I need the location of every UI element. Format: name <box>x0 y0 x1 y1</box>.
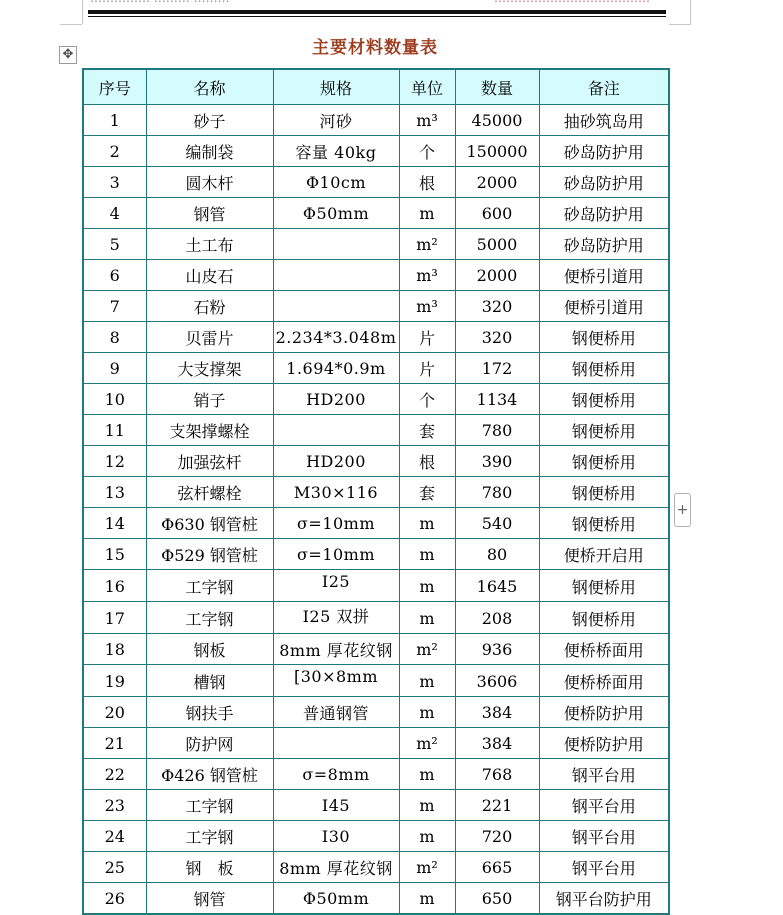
cell-note[interactable]: 便桥引道用 <box>539 260 669 291</box>
table-row[interactable] <box>83 539 669 570</box>
cell-spec[interactable]: M30×116 <box>273 477 399 508</box>
cell-note[interactable]: 便桥桥面用 <box>539 665 669 697</box>
cell-name[interactable]: 石粉 <box>146 291 273 322</box>
cell-spec[interactable]: HD200 <box>273 384 399 415</box>
col-header-name: 名称 <box>146 69 273 105</box>
cell-name[interactable]: 工字钢 <box>146 570 273 602</box>
cell-name[interactable]: 槽钢 <box>146 665 273 697</box>
table-row[interactable] <box>83 415 669 446</box>
table-row[interactable] <box>83 508 669 539</box>
cell-spec[interactable]: 8mm 厚花纹钢 <box>273 852 399 883</box>
cell-spec[interactable]: 容量 40kg <box>273 136 399 167</box>
cell-name[interactable]: 圆木杆 <box>146 167 273 198</box>
cell-qty[interactable]: 780 <box>455 477 539 508</box>
cell-unit[interactable]: 根 <box>399 167 455 198</box>
cell-name[interactable]: 工字钢 <box>146 602 273 634</box>
cell-spec[interactable] <box>273 291 399 322</box>
cell-no[interactable]: 24 <box>83 821 146 852</box>
cell-qty[interactable]: 540 <box>455 508 539 539</box>
cell-name[interactable]: 支架撑螺栓 <box>146 415 273 446</box>
cell-name[interactable]: 钢管 <box>146 883 273 915</box>
cell-spec[interactable]: σ=10mm <box>273 539 399 570</box>
cell-qty[interactable]: 390 <box>455 446 539 477</box>
cell-qty[interactable]: 720 <box>455 821 539 852</box>
cell-name[interactable]: 大支撑架 <box>146 353 273 384</box>
cell-no[interactable]: 4 <box>83 198 146 229</box>
table-row[interactable] <box>83 790 669 821</box>
table-row[interactable] <box>83 634 669 665</box>
cell-spec[interactable]: Φ50mm <box>273 198 399 229</box>
cell-note[interactable]: 砂岛防护用 <box>539 198 669 229</box>
cell-note[interactable]: 钢便桥用 <box>539 508 669 539</box>
table-row[interactable] <box>83 322 669 353</box>
cell-note[interactable]: 抽砂筑岛用 <box>539 105 669 136</box>
header-rule-thin <box>88 16 666 17</box>
col-header-note: 备注 <box>539 69 669 105</box>
cell-no[interactable]: 26 <box>83 883 146 915</box>
cell-unit[interactable]: m <box>399 665 455 697</box>
cell-note[interactable]: 钢便桥用 <box>539 446 669 477</box>
cell-name[interactable]: 编制袋 <box>146 136 273 167</box>
table-row[interactable] <box>83 821 669 852</box>
cell-name[interactable]: 贝雷片 <box>146 322 273 353</box>
table-row[interactable] <box>83 353 669 384</box>
cell-name[interactable]: 工字钢 <box>146 790 273 821</box>
cell-name[interactable]: Φ426 钢管桩 <box>146 759 273 790</box>
cell-name[interactable]: Φ630 钢管桩 <box>146 508 273 539</box>
cell-qty[interactable]: 384 <box>455 728 539 759</box>
cell-unit[interactable]: m <box>399 508 455 539</box>
cell-note[interactable]: 砂岛防护用 <box>539 167 669 198</box>
cell-note[interactable]: 钢便桥用 <box>539 602 669 634</box>
cell-unit[interactable]: m <box>399 790 455 821</box>
cell-qty[interactable]: 320 <box>455 322 539 353</box>
cell-note[interactable]: 便桥桥面用 <box>539 634 669 665</box>
cell-qty[interactable]: 208 <box>455 602 539 634</box>
running-header <box>90 0 650 3</box>
cell-qty[interactable]: 665 <box>455 852 539 883</box>
cell-qty[interactable]: 780 <box>455 415 539 446</box>
table-row[interactable] <box>83 697 669 728</box>
cell-note[interactable]: 钢平台用 <box>539 759 669 790</box>
cell-no[interactable]: 14 <box>83 508 146 539</box>
cell-unit[interactable]: m³ <box>399 105 455 136</box>
cell-note[interactable]: 便桥防护用 <box>539 728 669 759</box>
cell-spec[interactable]: [30×8mm <box>273 665 399 697</box>
cell-no[interactable]: 18 <box>83 634 146 665</box>
cell-unit[interactable]: m <box>399 602 455 634</box>
cell-note[interactable]: 便桥开启用 <box>539 539 669 570</box>
cell-unit[interactable]: m <box>399 821 455 852</box>
cell-no[interactable]: 19 <box>83 665 146 697</box>
cell-unit[interactable]: m <box>399 697 455 728</box>
cell-name[interactable]: 砂子 <box>146 105 273 136</box>
cell-qty[interactable]: 600 <box>455 198 539 229</box>
cell-no[interactable]: 20 <box>83 697 146 728</box>
cell-unit[interactable]: 套 <box>399 415 455 446</box>
cell-no[interactable]: 17 <box>83 602 146 634</box>
cell-qty[interactable]: 172 <box>455 353 539 384</box>
cell-qty[interactable]: 768 <box>455 759 539 790</box>
cell-spec[interactable] <box>273 415 399 446</box>
cell-no[interactable]: 5 <box>83 229 146 260</box>
table-row[interactable] <box>83 446 669 477</box>
cell-note[interactable]: 钢平台防护用 <box>539 883 669 915</box>
page-corner-line-right <box>669 24 691 25</box>
cell-unit[interactable]: 片 <box>399 322 455 353</box>
cell-spec[interactable]: I30 <box>273 821 399 852</box>
cell-unit[interactable]: m² <box>399 852 455 883</box>
cell-unit[interactable]: 个 <box>399 384 455 415</box>
page-corner-line-left <box>60 24 82 25</box>
cell-no[interactable]: 2 <box>83 136 146 167</box>
page-corner-mark-right <box>690 0 691 24</box>
cell-qty[interactable]: 150000 <box>455 136 539 167</box>
cell-note[interactable]: 便桥引道用 <box>539 291 669 322</box>
cell-note[interactable]: 钢便桥用 <box>539 353 669 384</box>
cell-unit[interactable]: m <box>399 539 455 570</box>
cell-name[interactable]: 弦杆螺栓 <box>146 477 273 508</box>
cell-spec[interactable]: I45 <box>273 790 399 821</box>
cell-spec[interactable]: 1.694*0.9m <box>273 353 399 384</box>
table-row[interactable] <box>83 105 669 136</box>
cell-name[interactable]: 加强弦杆 <box>146 446 273 477</box>
cell-qty[interactable]: 1134 <box>455 384 539 415</box>
cell-note[interactable]: 钢平台用 <box>539 790 669 821</box>
cell-spec[interactable]: Φ50mm <box>273 883 399 915</box>
cell-name[interactable]: 工字钢 <box>146 821 273 852</box>
cell-note[interactable]: 砂岛防护用 <box>539 229 669 260</box>
cell-name[interactable]: 山皮石 <box>146 260 273 291</box>
cell-qty[interactable]: 80 <box>455 539 539 570</box>
cell-no[interactable]: 11 <box>83 415 146 446</box>
cell-no[interactable]: 6 <box>83 260 146 291</box>
table-row[interactable] <box>83 570 669 602</box>
cell-no[interactable]: 23 <box>83 790 146 821</box>
cell-qty[interactable]: 650 <box>455 883 539 915</box>
col-header-spec: 规格 <box>273 69 399 105</box>
cell-no[interactable]: 1 <box>83 105 146 136</box>
cell-unit[interactable]: m³ <box>399 291 455 322</box>
cell-spec[interactable]: I25 双拼 <box>273 602 399 634</box>
cell-spec[interactable]: 8mm 厚花纹钢 <box>273 634 399 665</box>
table-row[interactable] <box>83 883 669 915</box>
cell-no[interactable]: 13 <box>83 477 146 508</box>
cell-note[interactable]: 便桥防护用 <box>539 697 669 728</box>
cell-name[interactable]: 土工布 <box>146 229 273 260</box>
cell-no[interactable]: 7 <box>83 291 146 322</box>
cell-no[interactable]: 25 <box>83 852 146 883</box>
add-row-button[interactable]: + <box>674 493 691 527</box>
cell-name[interactable]: 钢 板 <box>146 852 273 883</box>
cell-note[interactable]: 钢便桥用 <box>539 384 669 415</box>
cell-unit[interactable]: 套 <box>399 477 455 508</box>
cell-spec[interactable]: I25 <box>273 570 399 602</box>
cell-spec[interactable]: 普通钢管 <box>273 697 399 728</box>
cell-no[interactable]: 21 <box>83 728 146 759</box>
cell-spec[interactable]: σ=8mm <box>273 759 399 790</box>
cell-spec[interactable] <box>273 260 399 291</box>
cell-qty[interactable]: 5000 <box>455 229 539 260</box>
cell-note[interactable]: 钢平台用 <box>539 821 669 852</box>
cell-note[interactable]: 砂岛防护用 <box>539 136 669 167</box>
cell-note[interactable]: 钢便桥用 <box>539 415 669 446</box>
table-row[interactable] <box>83 728 669 759</box>
cell-qty[interactable]: 45000 <box>455 105 539 136</box>
cell-spec[interactable]: HD200 <box>273 446 399 477</box>
cell-no[interactable]: 8 <box>83 322 146 353</box>
cell-spec[interactable] <box>273 728 399 759</box>
cell-no[interactable]: 16 <box>83 570 146 602</box>
cell-unit[interactable]: m <box>399 570 455 602</box>
cell-spec[interactable]: 2.234*3.048m <box>273 322 399 353</box>
cell-qty[interactable]: 221 <box>455 790 539 821</box>
cell-unit[interactable]: 根 <box>399 446 455 477</box>
cell-unit[interactable]: m <box>399 883 455 915</box>
cell-no[interactable]: 15 <box>83 539 146 570</box>
cell-spec[interactable]: Φ10cm <box>273 167 399 198</box>
cell-spec[interactable] <box>273 229 399 260</box>
cell-spec[interactable]: σ=10mm <box>273 508 399 539</box>
cell-unit[interactable]: m³ <box>399 260 455 291</box>
cell-qty[interactable]: 2000 <box>455 167 539 198</box>
page-corner-mark-left <box>82 0 83 24</box>
table-row[interactable] <box>83 665 669 697</box>
cell-no[interactable]: 12 <box>83 446 146 477</box>
cell-unit[interactable]: m <box>399 759 455 790</box>
cell-name[interactable]: Φ529 钢管桩 <box>146 539 273 570</box>
table-row[interactable] <box>83 602 669 634</box>
col-header-no: 序号 <box>83 69 146 105</box>
table-body[interactable] <box>83 105 669 915</box>
table-header-row <box>83 69 669 105</box>
table-row[interactable] <box>83 291 669 322</box>
col-header-unit: 单位 <box>399 69 455 105</box>
cell-name[interactable]: 钢板 <box>146 634 273 665</box>
table-row[interactable] <box>83 260 669 291</box>
running-header-right <box>494 0 650 3</box>
cell-name[interactable]: 防护网 <box>146 728 273 759</box>
table-row[interactable] <box>83 852 669 883</box>
cell-name[interactable]: 销子 <box>146 384 273 415</box>
cell-note[interactable]: 钢平台用 <box>539 852 669 883</box>
cell-qty[interactable]: 2000 <box>455 260 539 291</box>
table-row[interactable] <box>83 229 669 260</box>
cell-unit[interactable]: 个 <box>399 136 455 167</box>
cell-note[interactable]: 钢便桥用 <box>539 322 669 353</box>
cell-no[interactable]: 9 <box>83 353 146 384</box>
cell-note[interactable]: 钢便桥用 <box>539 570 669 602</box>
cell-no[interactable]: 3 <box>83 167 146 198</box>
cell-spec[interactable]: 河砂 <box>273 105 399 136</box>
cell-no[interactable]: 10 <box>83 384 146 415</box>
table-row[interactable] <box>83 167 669 198</box>
cell-qty[interactable]: 384 <box>455 697 539 728</box>
table-move-handle-icon[interactable]: ✥ <box>59 46 77 64</box>
table-row[interactable] <box>83 198 669 229</box>
materials-table[interactable] <box>82 68 670 915</box>
cell-unit[interactable]: m <box>399 198 455 229</box>
cell-qty[interactable]: 320 <box>455 291 539 322</box>
table-row[interactable] <box>83 384 669 415</box>
cell-name[interactable]: 钢扶手 <box>146 697 273 728</box>
cell-name[interactable]: 钢管 <box>146 198 273 229</box>
cell-no[interactable]: 22 <box>83 759 146 790</box>
cell-note[interactable]: 钢便桥用 <box>539 477 669 508</box>
header-rule-thick <box>88 10 666 14</box>
cell-unit[interactable]: m² <box>399 634 455 665</box>
cell-qty[interactable]: 1645 <box>455 570 539 602</box>
running-header-left <box>90 0 230 3</box>
cell-qty[interactable]: 3606 <box>455 665 539 697</box>
cell-qty[interactable]: 936 <box>455 634 539 665</box>
col-header-qty: 数量 <box>455 69 539 105</box>
table-row[interactable] <box>83 759 669 790</box>
table-row[interactable] <box>83 136 669 167</box>
cell-unit[interactable]: m² <box>399 728 455 759</box>
cell-unit[interactable]: m² <box>399 229 455 260</box>
cell-unit[interactable]: 片 <box>399 353 455 384</box>
table-row[interactable] <box>83 477 669 508</box>
table-title: 主要材料数量表 <box>312 38 438 58</box>
